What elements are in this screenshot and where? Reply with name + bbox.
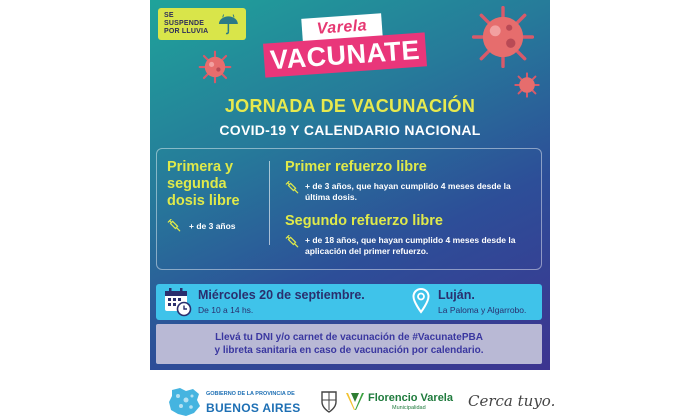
syringe-icon <box>285 181 299 195</box>
vacunate-label: VACUNATE <box>269 34 421 75</box>
calendar-clock-icon <box>164 287 192 317</box>
requirements-line-1: Llevá tu DNI y/o carnet de vacunación de #VacunatePBA <box>215 332 483 343</box>
buenos-aires-province-map-logo <box>166 386 202 418</box>
poster-title: JORNADA DE VACUNACIÓN <box>224 96 476 116</box>
virus-icon <box>472 6 534 68</box>
primer-refuerzo-detail <box>285 181 535 203</box>
event-hours: De 10 a 14 hs. <box>198 305 254 315</box>
dose-info-box <box>156 148 542 270</box>
florencio-varela-logo <box>344 390 366 412</box>
divider <box>269 161 270 245</box>
primera-detail-text: + de 3 años <box>189 220 236 231</box>
segundo-refuerzo-heading: Segundo refuerzo libre <box>285 213 443 229</box>
vaccination-poster <box>150 0 550 370</box>
primer-refuerzo-text: + de 3 años, que hayan cumplido 4 meses desde la última dosis. <box>305 181 511 202</box>
syringe-icon <box>167 219 181 233</box>
date-location-bar <box>156 284 542 320</box>
poster-subtitle: COVID-19 Y CALENDARIO NACIONAL <box>219 122 481 138</box>
event-date: Miércoles 20 de septiembre. <box>198 288 365 302</box>
requirements-line-2: y libreta sanitaria en caso de vacunación por calendario. <box>214 345 484 356</box>
ba-government-label: GOBIERNO DE LA PROVINCIA DE <box>206 391 295 397</box>
varela-vacunate-logo <box>262 16 428 76</box>
virus-icon <box>198 50 232 84</box>
rain-suspension-badge <box>158 8 246 40</box>
requirements-box <box>156 324 542 364</box>
segundo-refuerzo-text: + de 18 años, que hayan cumplido 4 meses desde la aplicación del primer refuerzo. <box>305 235 516 256</box>
cerca-tuyo-slogan: Cerca tuyo. <box>468 392 556 410</box>
primera-detail <box>167 219 267 233</box>
event-location: Luján. <box>438 288 475 302</box>
florencio-varela-name: Florencio Varela <box>368 392 453 404</box>
sponsor-footer <box>0 370 700 420</box>
syringe-icon <box>285 235 299 249</box>
primer-refuerzo-heading: Primer refuerzo libre <box>285 159 427 175</box>
umbrella-icon <box>217 12 240 36</box>
rain-badge-text: SE SUSPENDE POR LLUVIA <box>164 12 209 35</box>
municipal-shield-icon <box>320 390 338 414</box>
location-pin-icon <box>412 288 430 314</box>
varela-label: Varela <box>316 17 368 38</box>
segundo-refuerzo-detail <box>285 235 535 257</box>
virus-icon <box>514 72 540 98</box>
event-address: La Paloma y Algarrobo. <box>438 305 527 315</box>
primera-segunda-heading: Primera y segunda dosis libre <box>167 159 240 209</box>
ba-province-name: BUENOS AIRES <box>206 401 301 415</box>
municipalidad-label: Municipalidad <box>392 405 426 411</box>
